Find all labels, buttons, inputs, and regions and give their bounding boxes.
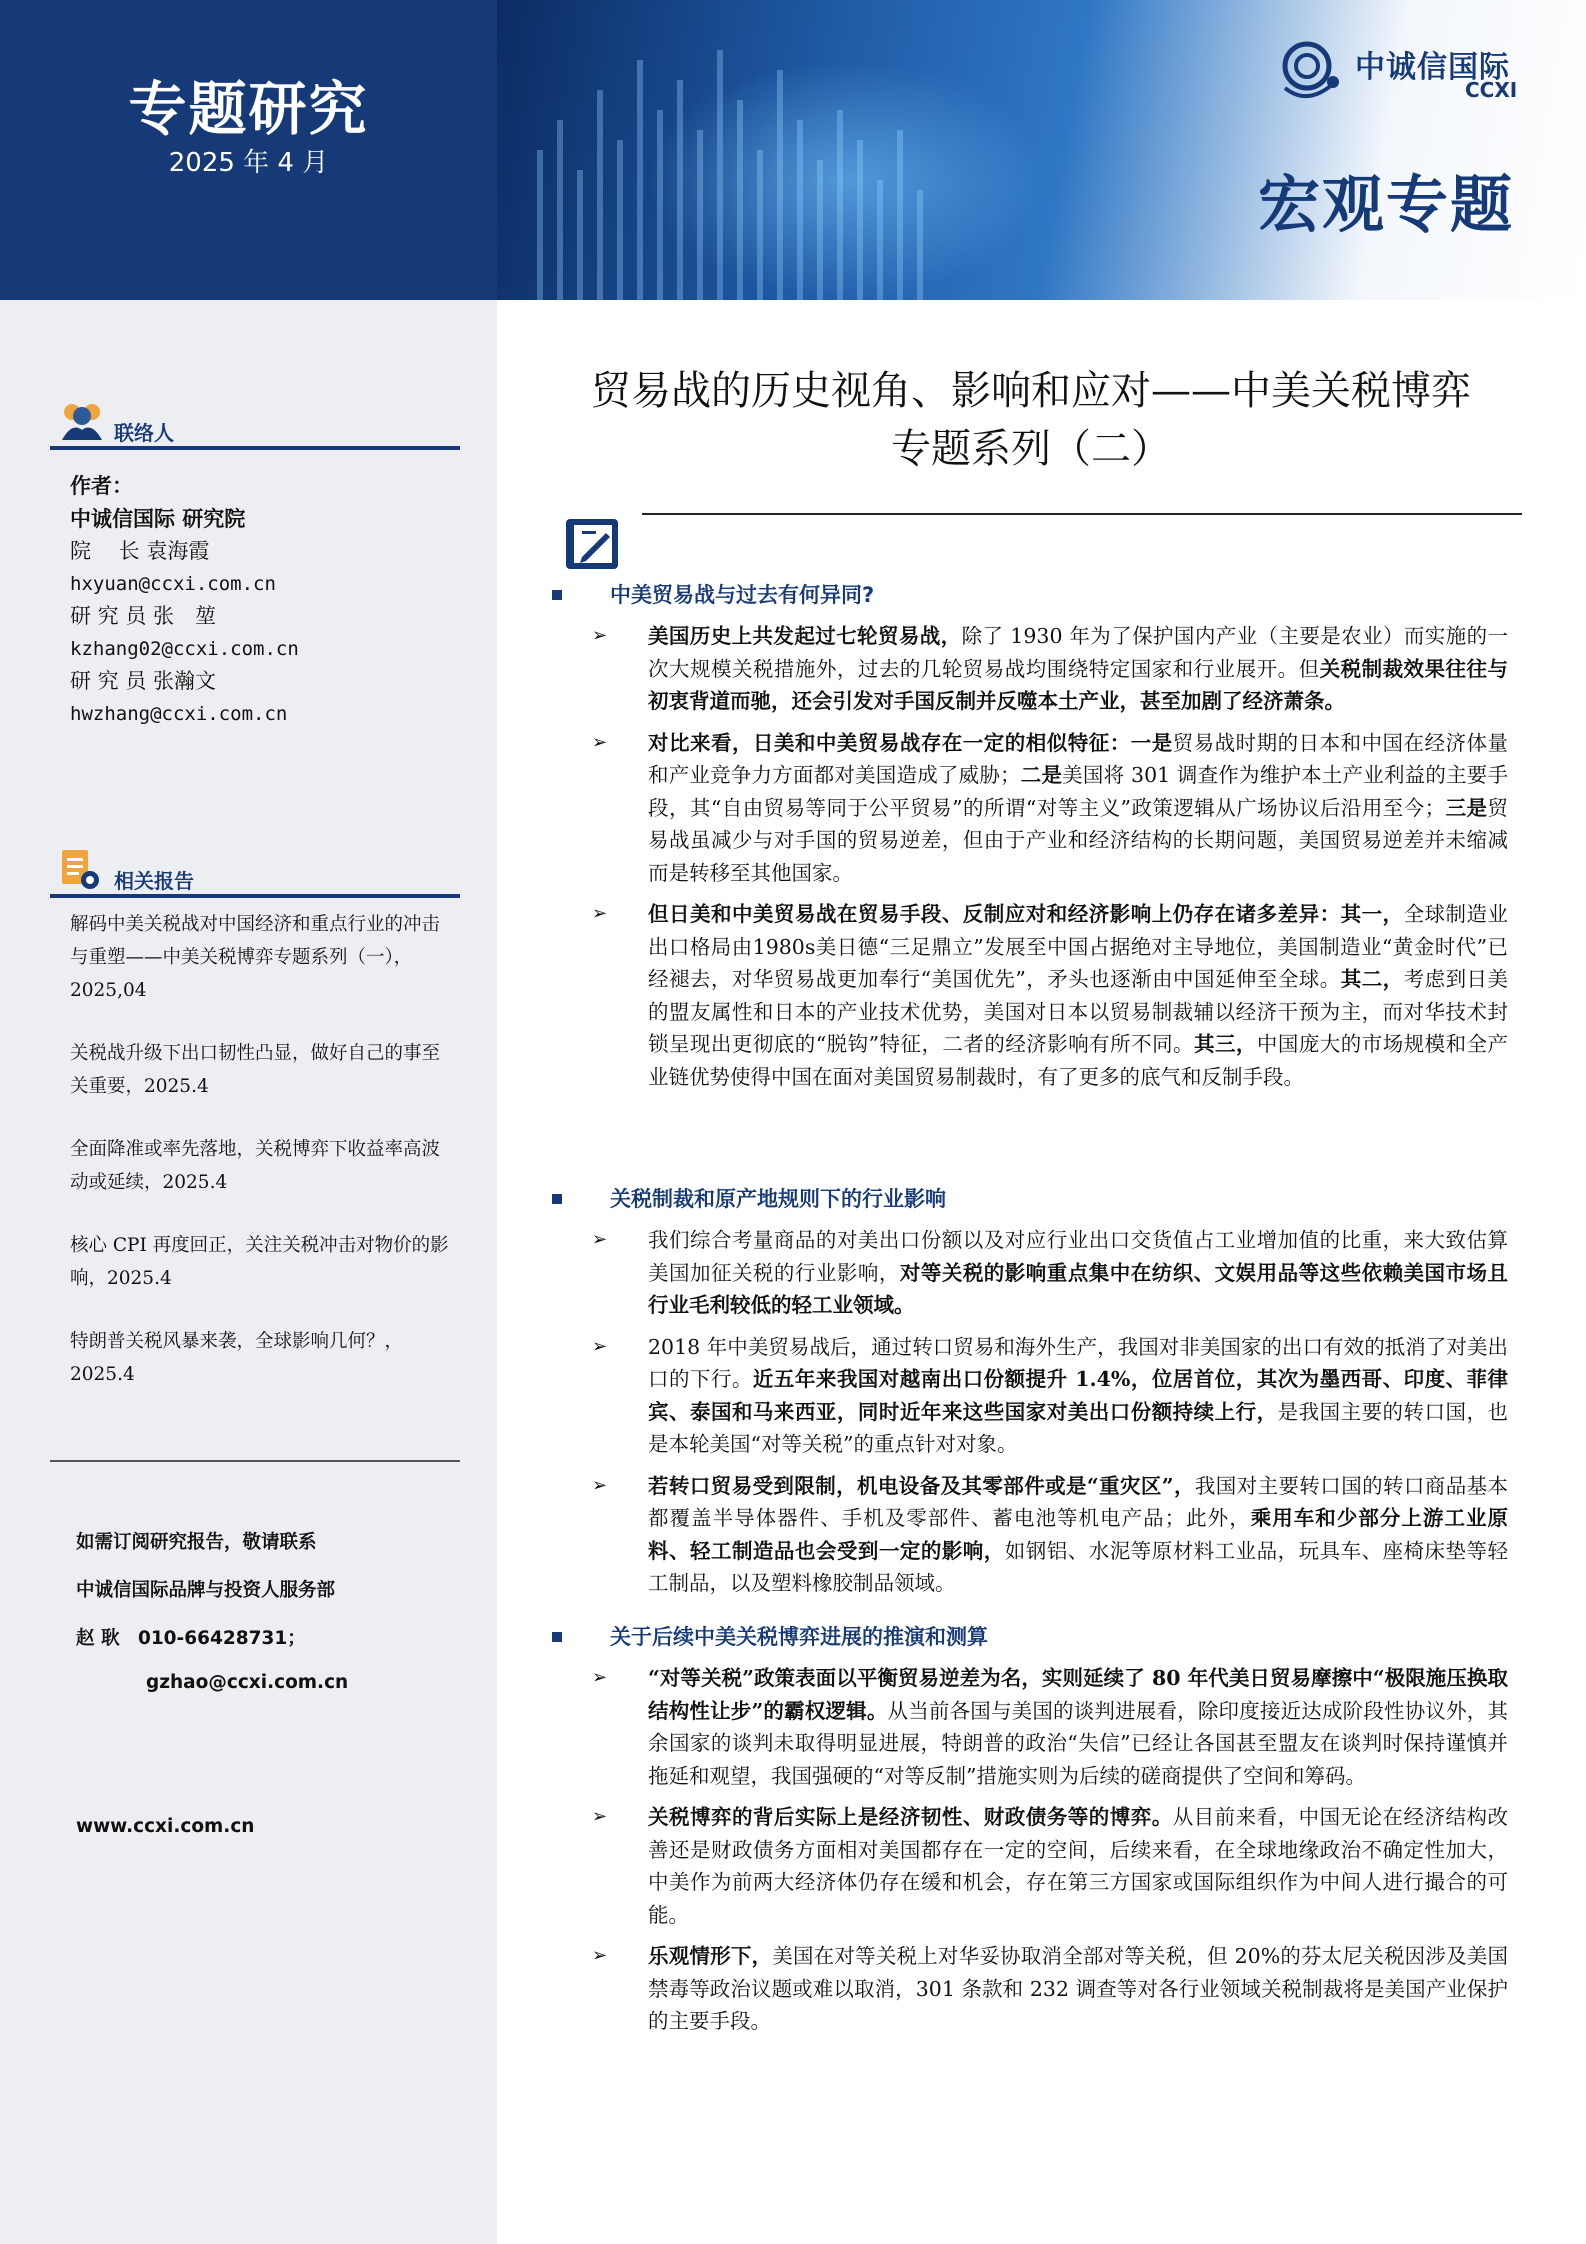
contact-email[interactable]: kzhang02@ccxi.com.cn: [70, 637, 299, 660]
summary-section: [548, 580, 1508, 1093]
contact-section-header: [50, 400, 460, 450]
report-title-line: 专题系列（二）: [891, 426, 1171, 472]
related-report-link[interactable]: 全面降准或率先落地，关税博弈下收益率高波动或延续，2025.4: [70, 1139, 441, 1193]
series-title: 专题研究: [128, 75, 369, 143]
summary-section: [548, 1622, 1508, 2038]
subscribe-line: 中诚信国际品牌与投资人服务部: [76, 1580, 336, 1601]
contact-block: [70, 470, 470, 730]
body-text: 中国庞大的市场规模和全产业链优势使得中国在面对美国贸易制裁时，有了更多的底气和反制手段。: [648, 1032, 1509, 1089]
related-report-link[interactable]: 特朗普关税风暴来袭，全球影响几何？，2025.4: [70, 1331, 404, 1385]
related-section-label: 相关报告: [114, 869, 194, 893]
bold-text: 关税博弈的背后实际上是经济韧性、财政债务等的博弈。: [648, 1805, 1173, 1829]
bold-text: “对等关税”政策表面以平衡贸易逆差为名，实则延续了 80 年代美日贸易摩擦中“极限施压换取结构性让步”的霸权逻辑。: [648, 1666, 1508, 1723]
contacts-icon: [58, 400, 106, 444]
website-link[interactable]: www.ccxi.com.cn: [76, 1816, 255, 1837]
logo-text-en: CCXI: [1465, 78, 1518, 102]
body-text: 我们综合考量商品的对美出口份额以及对应行业出口交货值占工业增加值的比重，来大致估算美国加征关税的行业影响，: [648, 1228, 1508, 1285]
related-section-rule: [50, 894, 460, 898]
related-report-list: [70, 908, 455, 1421]
bold-text: 乘用车和少部分上游工业原料、轻工制造品也会受到一定的影响，: [648, 1506, 1509, 1563]
arrow-bullet-icon: ➢: [592, 1474, 608, 1496]
bold-text: 对比来看，日美和中美贸易战存在一定的相似特征：一是: [648, 730, 1173, 755]
arrow-bullet-icon: ➢: [592, 1229, 608, 1250]
ccxi-logo: [1275, 36, 1535, 106]
subscribe-email[interactable]: gzhao@ccxi.com.cn: [146, 1672, 349, 1693]
body-text: 贸易战时期的日本和中国在经济体量和产业竞争力方面都对美国造成了威胁；: [648, 730, 1508, 787]
contact-email[interactable]: hwzhang@ccxi.com.cn: [70, 702, 288, 725]
bold-text: 其三，: [1194, 1032, 1257, 1056]
square-bullet-icon: [552, 1632, 562, 1642]
report-list-icon: [58, 846, 102, 892]
bullet-paragraph: [548, 1801, 1508, 1931]
report-title: [520, 362, 1542, 478]
body-text: 考虑到日美的盟友属性和日本的产业技术优势，美国对日本以贸易制裁辅以经济干预为主，而对华技术封锁呈现出更彻底的“脱钩”特征，二者的经济影响有所不同。: [648, 967, 1509, 1056]
arrow-bullet-icon: ➢: [592, 1335, 608, 1357]
subscribe-phone: 赵 耿 010-66428731；: [76, 1628, 306, 1649]
body-text: 美国将 301 调查作为维护本土产业利益的主要手段，其“自由贸易等同于公平贸易”的所谓“对等主义”政策逻辑从广场协议后沿用至今；: [648, 763, 1508, 820]
arrow-bullet-icon: ➢: [592, 731, 608, 753]
body-text: 除了 1930 年为了保护国内产业（主要是农业）而实施的一次大规模关税措施外，过去的几轮贸易战均围绕特定国家和行业展开。但: [648, 624, 1509, 681]
body-text: 2018 年中美贸易战后，通过转口贸易和海外生产，我国对非美国家的出口有效的抵消了对美出口的下行。: [648, 1334, 1508, 1391]
contact-section-rule: [50, 446, 460, 450]
summary-section: [548, 1184, 1508, 1600]
subscribe-line: 如需订阅研究报告，敬请联系: [76, 1532, 317, 1553]
body-text: 从目前来看，中国无论在经济结构改善还是财政债务方面相对美国都存在一定的空间，后续来看，在全球地缘政治不确定性加大，中美作为前两大经济体仍存在缓和机会，存在第三方国家或国际组织作为中间人进行撮合的可能。: [648, 1805, 1508, 1927]
contact-section-label: 联络人: [114, 421, 174, 445]
contact-name: 研 究 员 张 堃: [70, 604, 217, 628]
bullet-paragraph: [548, 1940, 1508, 2038]
subscription-info: [76, 1528, 476, 1864]
section-title: [548, 580, 1508, 611]
arrow-bullet-icon: ➢: [592, 1667, 608, 1688]
arrow-bullet-icon: ➢: [592, 1945, 608, 1966]
bold-text: 二是: [1020, 763, 1063, 787]
bullet-paragraph: [548, 1224, 1508, 1322]
report-title-line: 贸易战的历史视角、影响和应对——中美关税博弈: [591, 368, 1471, 414]
contact-name: 院 长 袁海霞: [70, 539, 210, 563]
bullet-paragraph: [548, 620, 1508, 718]
bold-text: 美国历史上共发起过七轮贸易战，: [648, 624, 962, 648]
arrow-bullet-icon: ➢: [592, 903, 608, 924]
related-report-link[interactable]: 核心 CPI 再度回正，关注关税冲击对物价的影响，2025.4: [70, 1235, 449, 1289]
body-text: 我国对主要转口国的转口商品基本都覆盖半导体器件、手机及零部件、蓄电池等机电产品；此外，: [648, 1473, 1508, 1530]
report-date: 2025 年 4 月: [168, 148, 329, 178]
bold-text: 对等关税的影响重点集中在纺织、文娱用品等这些依赖美国市场且行业毛利较低的轻工业领域。: [648, 1260, 1509, 1317]
contact-name: 研 究 员 张瀚文: [70, 669, 217, 693]
section-title-text: 中美贸易战与过去有何异同?: [610, 583, 875, 607]
bullet-paragraph: [548, 1470, 1508, 1600]
bold-text: 近五年来我国对越南出口份额提升 1.4%，位居首位，其次为墨西哥、印度、菲律宾、泰国和马来西亚，同时近年来这些国家对美出口份额持续上行，: [648, 1367, 1509, 1424]
bold-text: 其二，: [1340, 967, 1404, 991]
section-title-text: 关于后续中美关税博弈进展的推演和测算: [610, 1625, 988, 1649]
bold-text: 但日美和中美贸易战在贸易手段、反制应对和经济影响上仍存在诸多差异：其一，: [648, 902, 1404, 926]
section-title-text: 关税制裁和原产地规则下的行业影响: [610, 1187, 946, 1211]
bullet-paragraph: [548, 1662, 1508, 1792]
related-section-header: [50, 848, 460, 898]
bold-text: 三是: [1445, 795, 1488, 820]
bullet-paragraph: [548, 898, 1508, 1093]
logo-text-cn: 中诚信国际: [1355, 50, 1510, 85]
ccxi-logo-icon: [1275, 36, 1347, 102]
arrow-bullet-icon: ➢: [592, 625, 608, 646]
spacer: [76, 1720, 476, 1816]
body-text: 贸易战虽减少与对手国的贸易逆差，但由于产业和经济结构的长期问题，美国贸易逆差并未缩减而是转移至其他国家。: [648, 795, 1508, 885]
bullet-paragraph: [548, 1331, 1508, 1461]
bullet-paragraph: [548, 727, 1508, 890]
bold-text: 关税制裁效果往往与初衷背道而驰，还会引发对手国反制并反噬本土产业，甚至加剧了经济萧条。: [648, 656, 1509, 713]
related-report-link[interactable]: 关税战升级下出口韧性凸显，做好自己的事至关重要，2025.4: [70, 1043, 441, 1097]
pen-summary-icon: [562, 515, 630, 575]
title-rule: [642, 513, 1522, 515]
bold-text: 乐观情形下，: [648, 1944, 773, 1968]
body-text: 从当前各国与美国的谈判进展看，除印度接近达成阶段性协议外，其余国家的谈判未取得明显进展，特朗普的政治“失信”已经让各国甚至盟友在谈判时保持谨慎并拖延和观望，我国强硬的“对等反制”措施实则为后续的磋商提供了空间和筹码。: [648, 1698, 1508, 1788]
section-title: [548, 1622, 1508, 1653]
author-label: 作者：: [70, 474, 133, 498]
square-bullet-icon: [552, 1194, 562, 1204]
section-title: [548, 1184, 1508, 1215]
arrow-bullet-icon: ➢: [592, 1806, 608, 1827]
institute-name: 中诚信国际 研究院: [70, 506, 246, 531]
contact-email[interactable]: hxyuan@ccxi.com.cn: [70, 572, 276, 595]
body-text: 如钢铝、水泥等原材料工业品，玩具车、座椅床垫等轻工制品，以及塑料橡胶制品领域。: [648, 1538, 1509, 1595]
square-bullet-icon: [552, 590, 562, 600]
body-text: 美国在对等关税上对华妥协取消全部对等关税，但 20%的芬太尼关税因涉及美国禁毒等政治议题或难以取消，301 条款和 232 调查等对各行业领域关税制裁将是美国产业保护的主要手段。: [648, 1944, 1508, 2033]
bold-text: 若转口贸易受到限制，机电设备及其零部件或是“重灾区”，: [648, 1473, 1195, 1498]
related-report-link[interactable]: 解码中美关税战对中国经济和重点行业的冲击与重塑——中美关税博弈专题系列（一），2025,04: [70, 914, 441, 1001]
body-text: 是我国主要的转口国，也是本轮美国“对等关税”的重点针对对象。: [648, 1399, 1508, 1456]
sidebar-divider: [50, 1460, 460, 1462]
body-text: 全球制造业出口格局由1980s美日德“三足鼎立”发展至中国占据绝对主导地位，美国制造业“黄金时代”已经褪去，对华贸易战更加奉行“美国优先”，矛头也逐渐由中国延伸至全球。: [648, 902, 1509, 991]
report-category: 宏观专题: [1257, 168, 1514, 241]
